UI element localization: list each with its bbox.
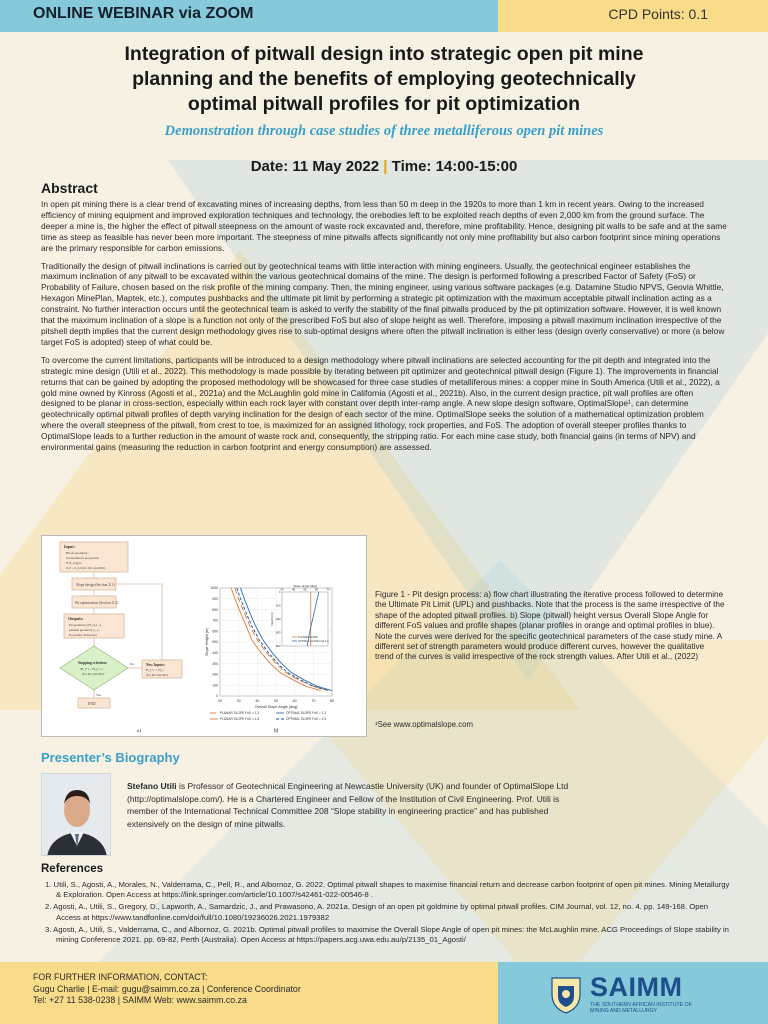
inset-legend-label: PLANAR SLOPE	[298, 636, 318, 639]
inset-x-axis-label: Slope angle [deg]	[293, 584, 317, 588]
inset-y-tick-label: 800	[275, 644, 281, 648]
panel-b-label: b)	[274, 728, 279, 734]
yes-label: Yes	[96, 693, 101, 697]
date-separator: |	[383, 158, 388, 175]
y-tick-label: 1000	[210, 586, 218, 591]
slope-chart	[205, 584, 334, 721]
inset-x-tick-label: 70	[326, 587, 330, 592]
inset-y-tick-label: 600	[275, 630, 281, 635]
contact-heading: FOR FURTHER INFORMATION, CONTACT:	[33, 972, 208, 982]
biography-body: is Professor of Geotechnical Engineering at Newcastle University (UK) and founder of OptimalSlope Ltd (http://optimalslope.com/). He is a Chartered Engineer and Fellow of the Institution of Civil Engineering. Prof. Utili is member of the International Technical Committee 208 “Slope stability in engineering practice” and has published extensively on the design of mine pitwalls.	[127, 781, 569, 829]
biography-heading: Presenter’s Biography	[41, 750, 180, 765]
flowchart	[60, 542, 182, 734]
logo-tagline: THE SOUTHERN AFRICAN INSTITUTE OF MINING AND METALLURGY	[590, 1002, 692, 1014]
stopping-formula: |H_j+1 - H_j| < ε	[80, 667, 103, 671]
logo-footer	[498, 962, 768, 1024]
crest-icon	[548, 974, 584, 1014]
saimm-logo	[548, 972, 748, 1016]
output-title: Outputs:	[68, 616, 84, 621]
legend-label: OPTIMAL SLOPE FoS = 1.3	[286, 711, 327, 715]
input-item: Block geometry;	[66, 551, 89, 555]
inset-x-tick-label: 40	[291, 587, 296, 592]
x-tick-label: 40	[255, 699, 260, 703]
legend-label: OPTIMAL SLOPE FoS = 1.5	[286, 717, 327, 721]
output-item: Economic indicators	[69, 633, 97, 637]
inset-y-tick-label: 400	[275, 617, 281, 621]
date: Date: 11 May 2022	[250, 158, 380, 175]
abstract-heading: Abstract	[41, 180, 98, 196]
y-axis-label: Slope Height [m]	[205, 627, 209, 657]
legend-label: PLANAR SLOPE FoS = 1.3	[220, 711, 260, 715]
panel-a-label: a)	[137, 729, 142, 734]
subtitle: Demonstration through case studies of three metalliferous open pit mines	[164, 123, 604, 139]
y-tick-label: 100	[212, 683, 218, 688]
title-line: optimal pitwall profiles for pit optimization	[187, 93, 581, 115]
inset-y-tick-label: 0	[278, 590, 281, 594]
title-line: Integration of pitwall design into strategic open pit mine	[124, 43, 644, 65]
references-heading: References	[41, 863, 104, 875]
reference-item: 3. Agosti, A., Utili, S., Valderrama, C., and Albornoz, G. 2021b. Optimal pitwall profiles to maximise the Overall Slope Angle of open pit mines: the McLaughlin mine. ACG Proceedings of Slope stability in mining Conference 2021. pp. 69-82, Perth (Australia). Open Access at https://papers.acg.uwa.edu.au/p/2135_01_Agosti/	[45, 924, 729, 945]
pit-optimization-label: Pit optimization (Section X.2)	[75, 601, 119, 605]
date-time	[40, 158, 728, 175]
x-tick-label: 80	[330, 699, 334, 703]
figure-svg	[42, 536, 368, 738]
abstract-body	[41, 199, 727, 460]
input-title: Input:	[64, 544, 75, 549]
x-tick-label: 70	[311, 699, 316, 703]
footnote: ¹See www.optimalslope.com	[375, 720, 473, 729]
x-tick-label: 30	[236, 699, 241, 703]
abstract-paragraph: In open pit mining there is a clear trend of excavating mines of increasing depths, from less than 50 m deep in the 1920s to more than 1 km in recent years. Owing to the increased efficiency of mining equipment and improved exploration techniques and technology, the orebodies left to be exploited reach depths of even 2,000 km from the ground surface. The deeper a mine is, the higher the effect of pitwall steepness on the amount of waste rock excavated and, therefore, mine profitability. Hence, designing pit walls to be safe and at the same time as steep as feasible has never been more important. The steepness of mine pitwalls affects significantly not only mine profitability but also carbon footprint since mining operations are the primary responsible for carbon emissions.	[41, 199, 727, 253]
webinar-label: ONLINE WEBINAR via ZOOM	[0, 0, 498, 32]
figure-caption: Figure 1 - Pit design process: a) flow chart illustrating the iterative process followed to determine the Ultimate Pit Limit (UPL) and pushbacks. Note that the process is the same irrespective of the shape of the adopted pitwall profiles. b) Slope (pitwall) height versus Overall Slope Angle for different FoS values and profile shapes (planar profiles in orange and optimal profiles in blue). Note the curves were derived for the specific geotechnical parameters of the case study mine. A different set of strength parameters would produce different curves, however the qualitative trend of the curves is valid irrespective of the rock strength values. After Utili et al., (2022)	[375, 590, 725, 662]
stopping-label: Stopping criterion:	[78, 661, 108, 665]
stopping-note: (for M1 and M2)	[82, 672, 104, 676]
no-label: No	[130, 662, 135, 666]
x-tick-label: 20	[218, 699, 222, 703]
y-tick-label: 200	[212, 672, 218, 677]
slope-design-label: Slope design (Section X.1)	[76, 583, 115, 587]
inset-legend-label: OPTIMAL SLOPE FoS 1.3	[298, 640, 329, 643]
input-item: FoS_target;	[66, 561, 82, 565]
inset-x-tick-label: 60	[314, 587, 319, 592]
end-label: END	[88, 702, 96, 706]
output-item: Pit geometry (H_i,j,i...)	[69, 623, 101, 627]
reference-item: 1. Utili, S., Agosti, A., Morales, N., Valderrama, C., Pell, R., and Albornoz, G. 2022. Optimal pitwall shapes to maximise financial return and decrease carbon footprint of open pit mines. Mining Metallurgy & Exploration. Open Access at https://link.springer.com/article/10.1007/s42461-022-00546-8 .	[45, 880, 730, 900]
inset-y-axis-label: Depth [m]	[270, 612, 274, 626]
new-inputs-note: (for M1 and M2)	[146, 673, 168, 677]
inset-y-tick-label: 200	[275, 603, 281, 608]
logo-name: SAIMM	[590, 972, 683, 1002]
input-item: θ_0 = θ_IA (for M1 and M2)	[66, 566, 106, 570]
presenter-photo	[41, 773, 111, 856]
biography-text	[127, 780, 572, 830]
figure-1	[41, 535, 367, 737]
references-list	[41, 880, 731, 947]
y-tick-label: 600	[212, 629, 218, 634]
y-tick-label: 500	[212, 640, 218, 645]
title-line: planning and the benefits of employing geotechnically	[132, 68, 636, 90]
x-tick-label: 50	[274, 699, 278, 703]
abstract-paragraph: To overcome the current limitations, participants will be introduced to a design methodology where pitwall inclinations are selected accounting for the pit depth and integrated into the strategic mine design (Utili et al., 2022). This methodology is made possible by iterating between pit optimizer and geotechnical pitwall design (Figure 1). The improvements in financial returns that can be gained by adopting the proposed methodology will be showcased for three case studies of metalliferous mines: a copper mine in South America (Utili et al., 2022), a gold mine owned by Kinross (Agosti et al., 2021a) and the McLaughlin gold mine in California (Agosti et al., 2021b). Also, in the current design practice, pit wall profiles are often designed to be planar in cross-section, especially within each rock layer with constant over depth inter-ramp angle. A new slope design software, OptimalSlope¹, can determine geotechnically optimal pitwall profiles of depth varying inclination for the design of each sector of the mine. OptimalSlope seeks the solution of a mathematical optimization problem where the overall steepness of the pitwall, from crest to toe, is maximized for an assigned lithology, rock properties, and FoS. The adoption of overall steeper profiles thanks to OptimalSlope leads to a further reduction in the amount of waste rock and, consequently, the stripping ratio. For each mine case study, both financial gains (in terms of NPV) and environmental gains (measuring the reduction in carbon footprint and energy consumption) are assessed.	[41, 354, 720, 453]
time: Time: 14:00-15:00	[391, 158, 518, 175]
y-tick-label: 900	[212, 597, 218, 601]
contact-footer	[0, 962, 498, 1024]
output-item: pitshell geometry y_i...	[69, 628, 101, 632]
y-tick-label: 0	[216, 694, 218, 699]
contact-line: Gugu Charlie | E-mail: gugu@saimm.co.za | Conference Coordinator	[33, 983, 301, 994]
presenter-name: Stefano Utili	[127, 781, 177, 791]
inset-x-tick-label: 50	[303, 587, 307, 592]
cpd-points: CPD Points: 0.1	[498, 0, 768, 32]
x-tick-label: 60	[292, 699, 297, 703]
y-tick-label: 400	[212, 651, 218, 655]
y-tick-label: 300	[212, 661, 218, 666]
y-tick-label: 700	[212, 618, 218, 623]
x-axis-label: Overall Slope Angle [deg]	[254, 705, 298, 709]
abstract-paragraph: Traditionally the design of pitwall inclinations is carried out by geotechnical teams with little interaction with mining engineers. Usually, the geotechnical engineer establishes the maximum inclination of any pitwall to be excavated within the various geotechnical domains of the mine. The design is performed following a prescribed Factor of Safety (FoS) or Probability of Failure, chosen based on the risk profile of the mining company. Then, the mining engineer, using various software packages (e.g. Datamine Studio NPVS, Geovia Whittle, Hexagon MinePlan, Maptek, etc.), computes pushbacks and the ultimate pit limit by performing a strategic pit optimization with the maximum acceptable pitwall inclination acting as a constraint. No further interaction occurs until the geotechnical team is asked to verify the stability of the final pitwalls produced by the pit optimization software. However, it is well known that the maximum inclination of a slope is a function not only of the prescribed FoS but also of slope height as well. Therefore, imposing a pitwall maximum inclination irrespective of the pitshell depth implies that the current design methodology gives rise to sub-optimal designs where often the pitwall inclination is either less (design overly conservative) or more (a below target FoS is adopted) steep of what could be.	[41, 260, 725, 347]
new-inputs-label: New Inputs:	[146, 663, 165, 667]
contact-line: Tel: +27 11 538-0238 | SAIMM Web: www.saimm.co.za	[33, 995, 247, 1006]
input-item: Geotechnical properties;	[66, 556, 100, 560]
y-tick-label: 800	[212, 607, 218, 612]
page-title	[40, 42, 728, 117]
inset-x-tick-label: 30	[280, 587, 284, 592]
reference-item: 2. Agosti, A., Utili, S., Gregory, D., Lapworth, A., Samardzic, J., and Prawasono, A. 2021a. Design of an open pit goldmine by optimal pitwall profiles. CIM Journal, vol. 12, no. 4. pp. 149-168. Open Access at https://www.tandfonline.com/doi/full/10.1080/19236026.2021.1979382	[45, 902, 709, 922]
new-inputs-formula: H_j+1 = H_j	[146, 668, 164, 672]
top-bar	[0, 0, 768, 32]
legend-label: PLANAR SLOPE FoS = 1.5	[220, 717, 260, 721]
